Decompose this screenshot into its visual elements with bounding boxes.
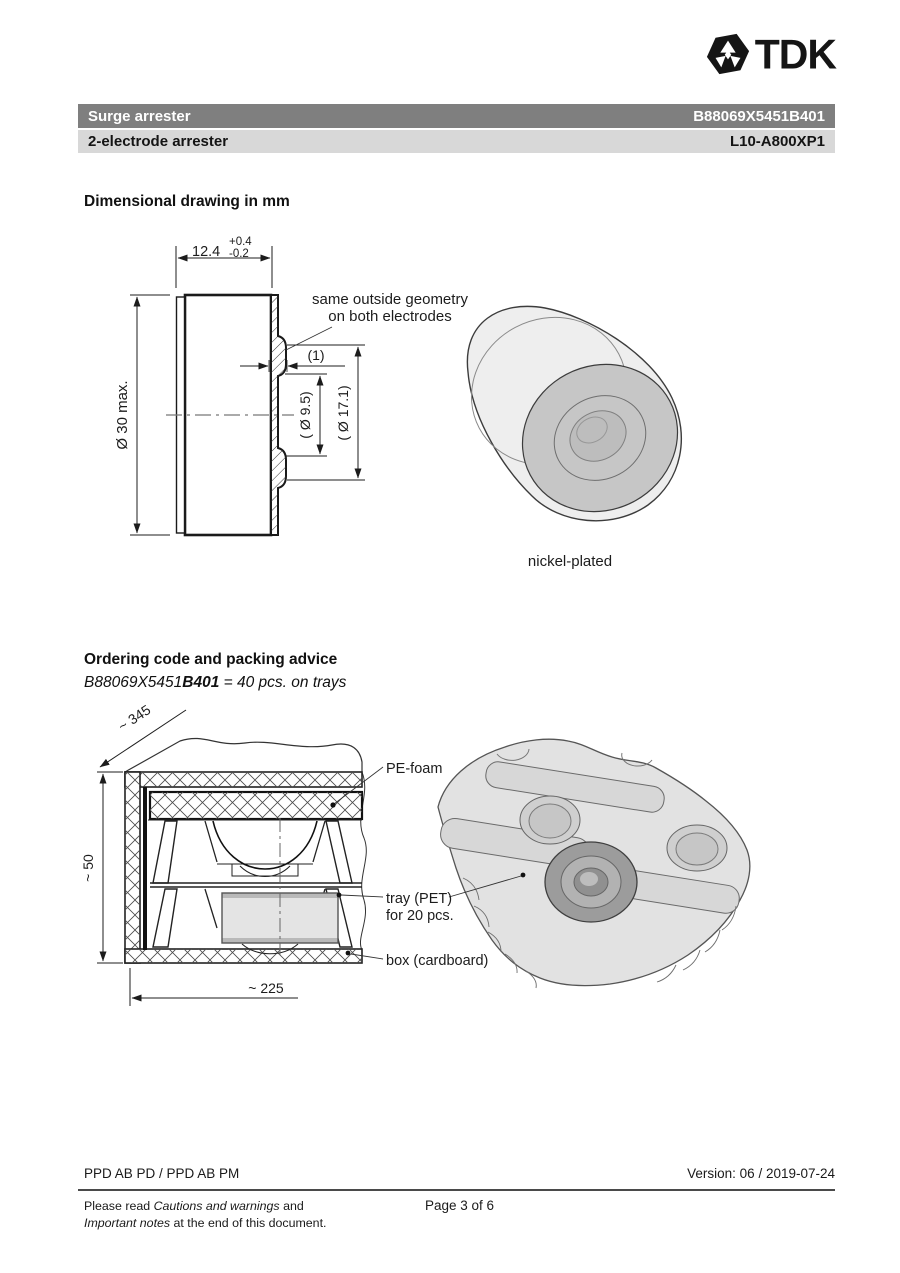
dim-diameter-9-5-label: ( Ø 9.5) — [297, 391, 313, 439]
box-dot — [346, 951, 351, 956]
footer-page-indicator: Page 3 of 6 — [425, 1198, 495, 1213]
tray-label-line1: tray (PET) — [386, 891, 453, 907]
inner-liner — [143, 787, 147, 950]
footer-note-mid: and — [279, 1199, 304, 1213]
footer-note — [84, 1198, 326, 1232]
dimensional-drawing-title: Dimensional drawing in mm — [84, 193, 290, 210]
tdk-logo — [705, 31, 836, 77]
pe-foam-label: PE-foam — [386, 761, 443, 777]
product-line-title: Surge arrester — [88, 107, 191, 125]
type-code: L10-A800XP1 — [729, 133, 825, 150]
geometry-note-line2: on both electrodes — [328, 308, 452, 325]
dim-depth-label: ~ 345 — [115, 701, 154, 735]
footer-note-italic1: Cautions and warnings — [153, 1199, 280, 1213]
dim-height-label: ~ 50 — [80, 854, 96, 882]
tray-label-line2: for 20 pcs. — [386, 908, 454, 924]
box-cross-section — [125, 738, 366, 963]
dim-diameter-30 — [114, 295, 170, 535]
dimensional-drawing — [0, 225, 900, 625]
ordering-code-suffix: = 40 pcs. on trays — [219, 674, 347, 691]
part-in-tray — [545, 842, 637, 922]
dim-gap-1-label: (1) — [307, 347, 325, 363]
product-subtitle: 2-electrode arrester — [88, 133, 229, 150]
pe-foam-dot — [330, 802, 335, 807]
finish-caption: nickel-plated — [527, 553, 613, 570]
dim-diameter-17-1-label: ( Ø 17.1) — [335, 385, 351, 441]
dim-width — [176, 236, 272, 288]
ordering-code-bold: B401 — [182, 674, 220, 691]
geometry-note — [286, 291, 468, 350]
footer-version: Version: 06 / 2019-07-24 — [687, 1166, 835, 1181]
dim-diameter-30-label: Ø 30 max. — [114, 380, 131, 450]
ordering-code-prefix: B88069X5451 — [84, 674, 183, 691]
footer-note-pre: Please read — [84, 1199, 154, 1213]
torn-lid-outline — [125, 738, 362, 772]
lower-tray-row — [153, 889, 352, 954]
geometry-note-line1: same outside geometry — [312, 291, 468, 308]
tray-3d-render — [438, 739, 750, 988]
ordering-title: Ordering code and packing advice — [84, 651, 338, 668]
part-number: B88069X5451B401 — [693, 107, 825, 125]
arrester-3d-render — [445, 290, 703, 570]
tray-dot-right — [521, 873, 526, 878]
ordering-code-line — [84, 674, 346, 692]
header-bar-secondary — [78, 130, 835, 153]
upper-tray-row — [148, 820, 362, 887]
packing-drawing — [0, 695, 900, 1015]
dim-width-box-label: ~ 225 — [248, 980, 284, 996]
arrester-cross-section — [166, 295, 294, 535]
header-bar-primary — [78, 104, 835, 128]
dim-width-tol-plus: +0.4 — [229, 236, 252, 248]
tdk-wordmark: TDK — [754, 30, 836, 77]
footer-department: PPD AB PD / PPD AB PM — [84, 1166, 240, 1181]
box-label: box (cardboard) — [386, 953, 489, 969]
footer-note-post: at the end of this document. — [170, 1216, 327, 1230]
tray-dot-left — [337, 893, 342, 898]
footer-note-italic2: Important notes — [84, 1216, 171, 1230]
dim-width-tol-minus: -0.2 — [229, 248, 249, 260]
tdk-emblem-icon — [705, 31, 751, 77]
dim-width-value: 12.4 — [192, 244, 221, 260]
footer-divider — [78, 1189, 835, 1191]
